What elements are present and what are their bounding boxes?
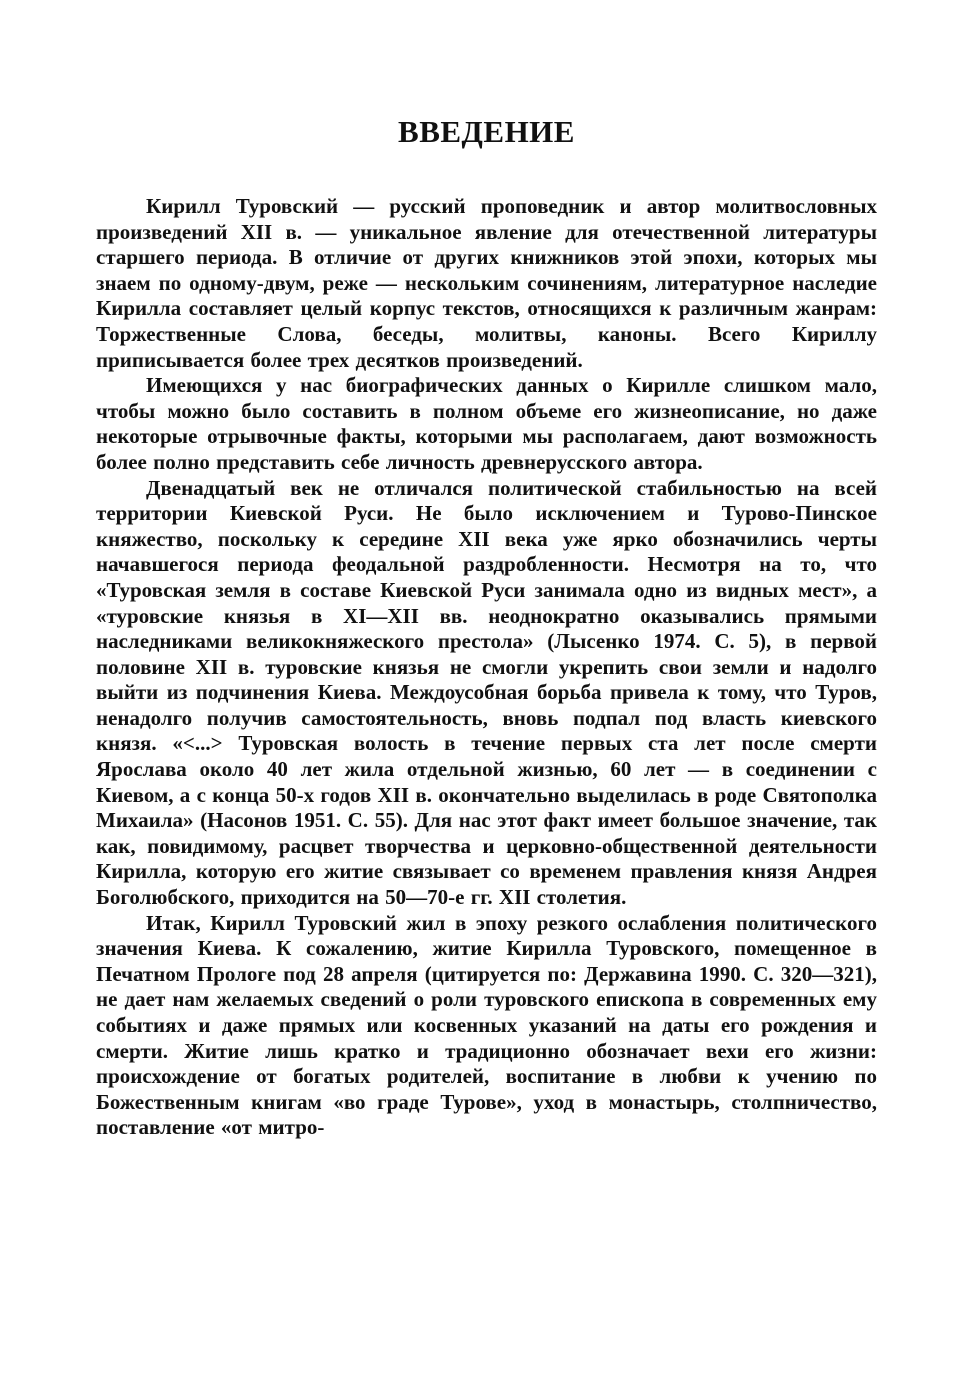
paragraph-4: Итак, Кирилл Туровский жил в эпоху резкого ослабления политического значения Киева. К сожалению, житие Кирилла Туровского, помещенное в Печатном Прологе под 28 апреля (цитируется по: Державина 1990. С. 320—321), не дает нам желаемых сведений о роли туровского епископа в современных ему событиях и даже прямых или косвенных указаний на даты его рождения и смерти. Житие лишь кратко и традиционно обозначает вехи его жизни: происхождение от богатых родителей, воспитание в любви к учению по Божественным книгам «во граде Турове», уход в монастырь, столпничество, поставление «от митро-: [96, 910, 877, 1140]
paragraph-3: Двенадцатый век не отличался политической стабильностью на всей территории Киевской Руси. Не было исключением и Турово-Пинское княжество, поскольку к середине XII века уже ярко обозначились черты начавшегося периода феодальной раздробленности. Несмотря на то, что «Туровская земля в составе Киевской Руси занимала одно из видных мест», а «туровские князья в XI—XII вв. неоднократно оказывались прямыми наследниками великокняжеского престола» (Лысенко 1974. С. 5), в первой половине XII в. туровские князья не смогли укрепить свои земли и надолго выйти из подчинения Киева. Междоусобная борьба привела к тому, что Туров, ненадолго получив самостоятельность, вновь подпал под власть киевского князя. «<...> Туровская волость в течение первых ста лет после смерти Ярослава около 40 лет жила отдельной жизнью, 60 лет — в соединении с Киевом, а с конца 50-х годов XII в. окончательно выделилась в роде Святополка Михаила» (Насонов 1951. С. 55). Для нас этот факт имеет большое значение, так как, повидимому, расцвет творчества и церковно-общественной деятельности Кирилла, которую его житие связывает со временем правления князя Андрея Боголюбского, приходится на 50—70-е гг. XII столетия.: [96, 475, 877, 910]
page-title: ВВЕДЕНИЕ: [398, 114, 575, 149]
paragraph-1: Кирилл Туровский — русский проповедник и автор молитвословных произведений XII в. — уникальное явление для отечественной литературы старшего периода. В отличие от других книжников этой эпохи, которых мы знаем по одному-двум, реже — нескольким сочинениям, литературное наследие Кирилла составляет целый корпус текстов, относящихся к различным жанрам: Торжественные Слова, беседы, молитвы, каноны. Всего Кириллу приписывается более трех десятков произведений.: [96, 194, 877, 372]
paragraph-2: Имеющихся у нас биографических данных о Кирилле слишком мало, чтобы можно было составить в полном объеме его жизнеописание, но даже некоторые отрывочные факты, которыми мы располагаем, дают возможность более полно представить себе личность древнерусского автора.: [96, 373, 877, 474]
document-page: [96, 112, 877, 1141]
